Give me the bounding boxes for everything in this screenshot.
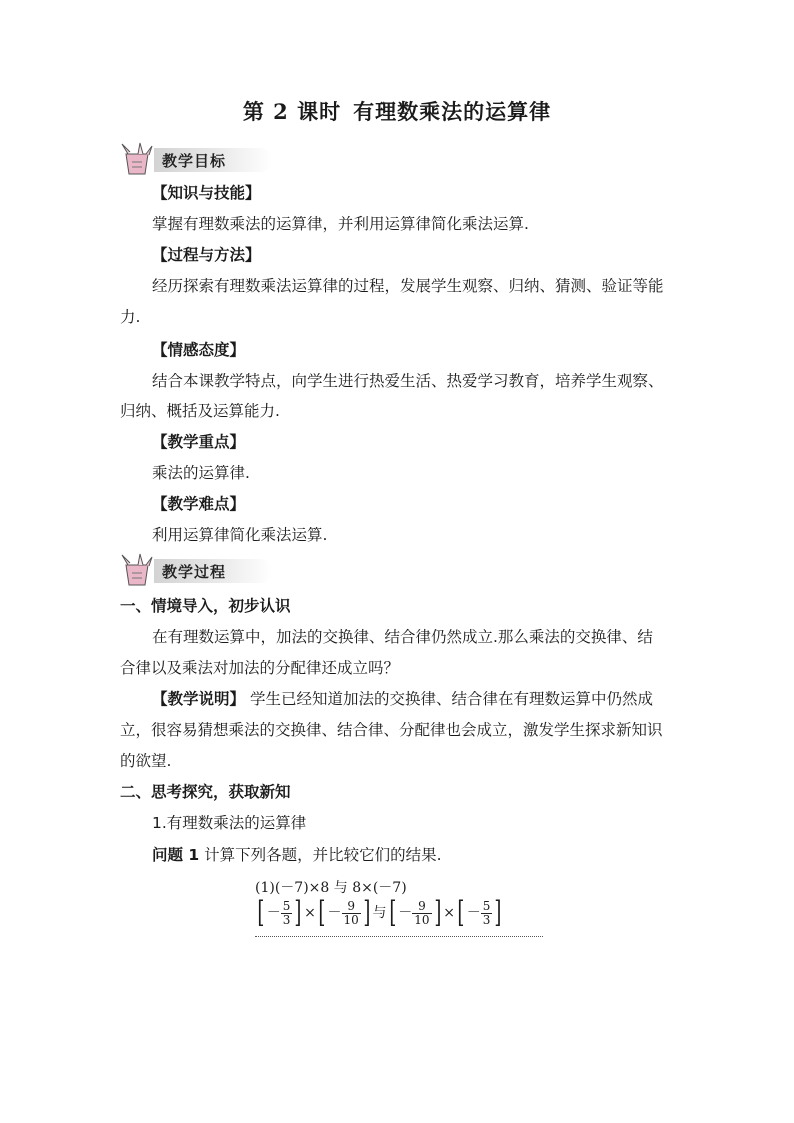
and-word: 与 — [372, 905, 387, 921]
denominator: 3 — [482, 912, 491, 927]
denominator: 10 — [414, 912, 430, 927]
heading-text: 教学目标 — [162, 152, 227, 170]
section-heading-process — [118, 553, 278, 587]
minus-sign: － — [266, 905, 281, 921]
dotted-divider — [255, 936, 543, 937]
question-label: 问题 1 — [152, 846, 200, 864]
right-bracket: ] — [494, 895, 502, 930]
teaching-note-text: 学生已经知道加法的交换律、结合律在有理数运算中仍然成 — [245, 690, 653, 708]
fraction — [481, 900, 493, 927]
question-1 — [152, 845, 442, 865]
right-bracket: ] — [294, 895, 302, 930]
text-process-methods-1: 经历探索有理数乘法运算律的过程，发展学生观察、归纳、猜测、验证等能 — [152, 277, 664, 295]
minus-sign: － — [466, 905, 481, 921]
label-difficulty: 【教学难点】 — [152, 495, 246, 513]
denominator: 10 — [343, 912, 359, 927]
page-title — [0, 96, 794, 126]
heading-badge — [154, 148, 272, 172]
text-situation-1: 在有理数运算中，加法的交换律、结合律仍然成立.那么乘法的交换律、结 — [152, 628, 653, 646]
item-multiplication-laws: 1.有理数乘法的运算律 — [152, 814, 307, 832]
times-sign: × — [304, 905, 316, 921]
numerator: 9 — [342, 900, 361, 914]
formula-1: (1)(－7)×8 与 8×(－7) — [255, 880, 407, 896]
label-knowledge-skills: 【知识与技能】 — [152, 184, 261, 202]
title-lesson-number: 第 2 课时 — [242, 99, 342, 124]
text-emotion-attitude-1: 结合本课教学特点，向学生进行热爱生活、热爱学习教育，培养学生观察、 — [152, 372, 664, 390]
formula-2 — [255, 895, 504, 930]
text-difficulty: 利用运算律简化乘法运算. — [152, 526, 328, 544]
text-emotion-attitude-2: 归纳、概括及运算能力. — [120, 402, 280, 420]
numerator: 5 — [282, 898, 291, 913]
text-knowledge-skills: 掌握有理数乘法的运算律，并利用运算律简化乘法运算. — [152, 215, 529, 233]
left-bracket: [ — [257, 895, 265, 930]
numerator: 9 — [412, 900, 431, 914]
teaching-note-2: 立，很容易猜想乘法的交换律、结合律、分配律也会成立，激发学生探求新知识 — [120, 721, 663, 739]
heading-badge — [154, 559, 272, 583]
left-bracket: [ — [388, 895, 396, 930]
left-bracket: [ — [457, 895, 465, 930]
label-key-point: 【教学重点】 — [152, 433, 246, 451]
right-bracket: ] — [363, 895, 371, 930]
minus-sign: － — [327, 905, 342, 921]
label-process-methods: 【过程与方法】 — [152, 246, 261, 264]
text-key-point: 乘法的运算律. — [152, 464, 250, 482]
teaching-note-label: 【教学说明】 — [152, 690, 246, 708]
times-sign: × — [443, 905, 455, 921]
label-emotion-attitude: 【情感态度】 — [152, 341, 246, 359]
left-bracket: [ — [318, 895, 326, 930]
section-heading-objectives — [118, 142, 278, 176]
heading-situation-intro: 一、情境导入，初步认识 — [120, 597, 291, 615]
fraction — [281, 900, 293, 927]
pencil-cup-icon — [118, 553, 158, 587]
fraction — [342, 900, 361, 927]
numerator: 5 — [482, 898, 491, 913]
teaching-note-1 — [152, 689, 653, 709]
text-situation-2: 合律以及乘法对加法的分配律还成立吗？ — [120, 659, 400, 677]
fraction — [412, 900, 431, 927]
text-process-methods-2: 力. — [120, 308, 141, 326]
question-text: 计算下列各题，并比较它们的结果. — [204, 846, 442, 864]
minus-sign: － — [398, 905, 413, 921]
title-topic: 有理数乘法的运算律 — [353, 99, 552, 124]
pencil-cup-icon — [118, 142, 158, 176]
right-bracket: ] — [433, 895, 441, 930]
heading-text: 教学过程 — [162, 563, 227, 581]
teaching-note-3: 的欲望. — [120, 752, 172, 770]
heading-explore: 二、思考探究，获取新知 — [120, 783, 291, 801]
denominator: 3 — [282, 912, 291, 927]
